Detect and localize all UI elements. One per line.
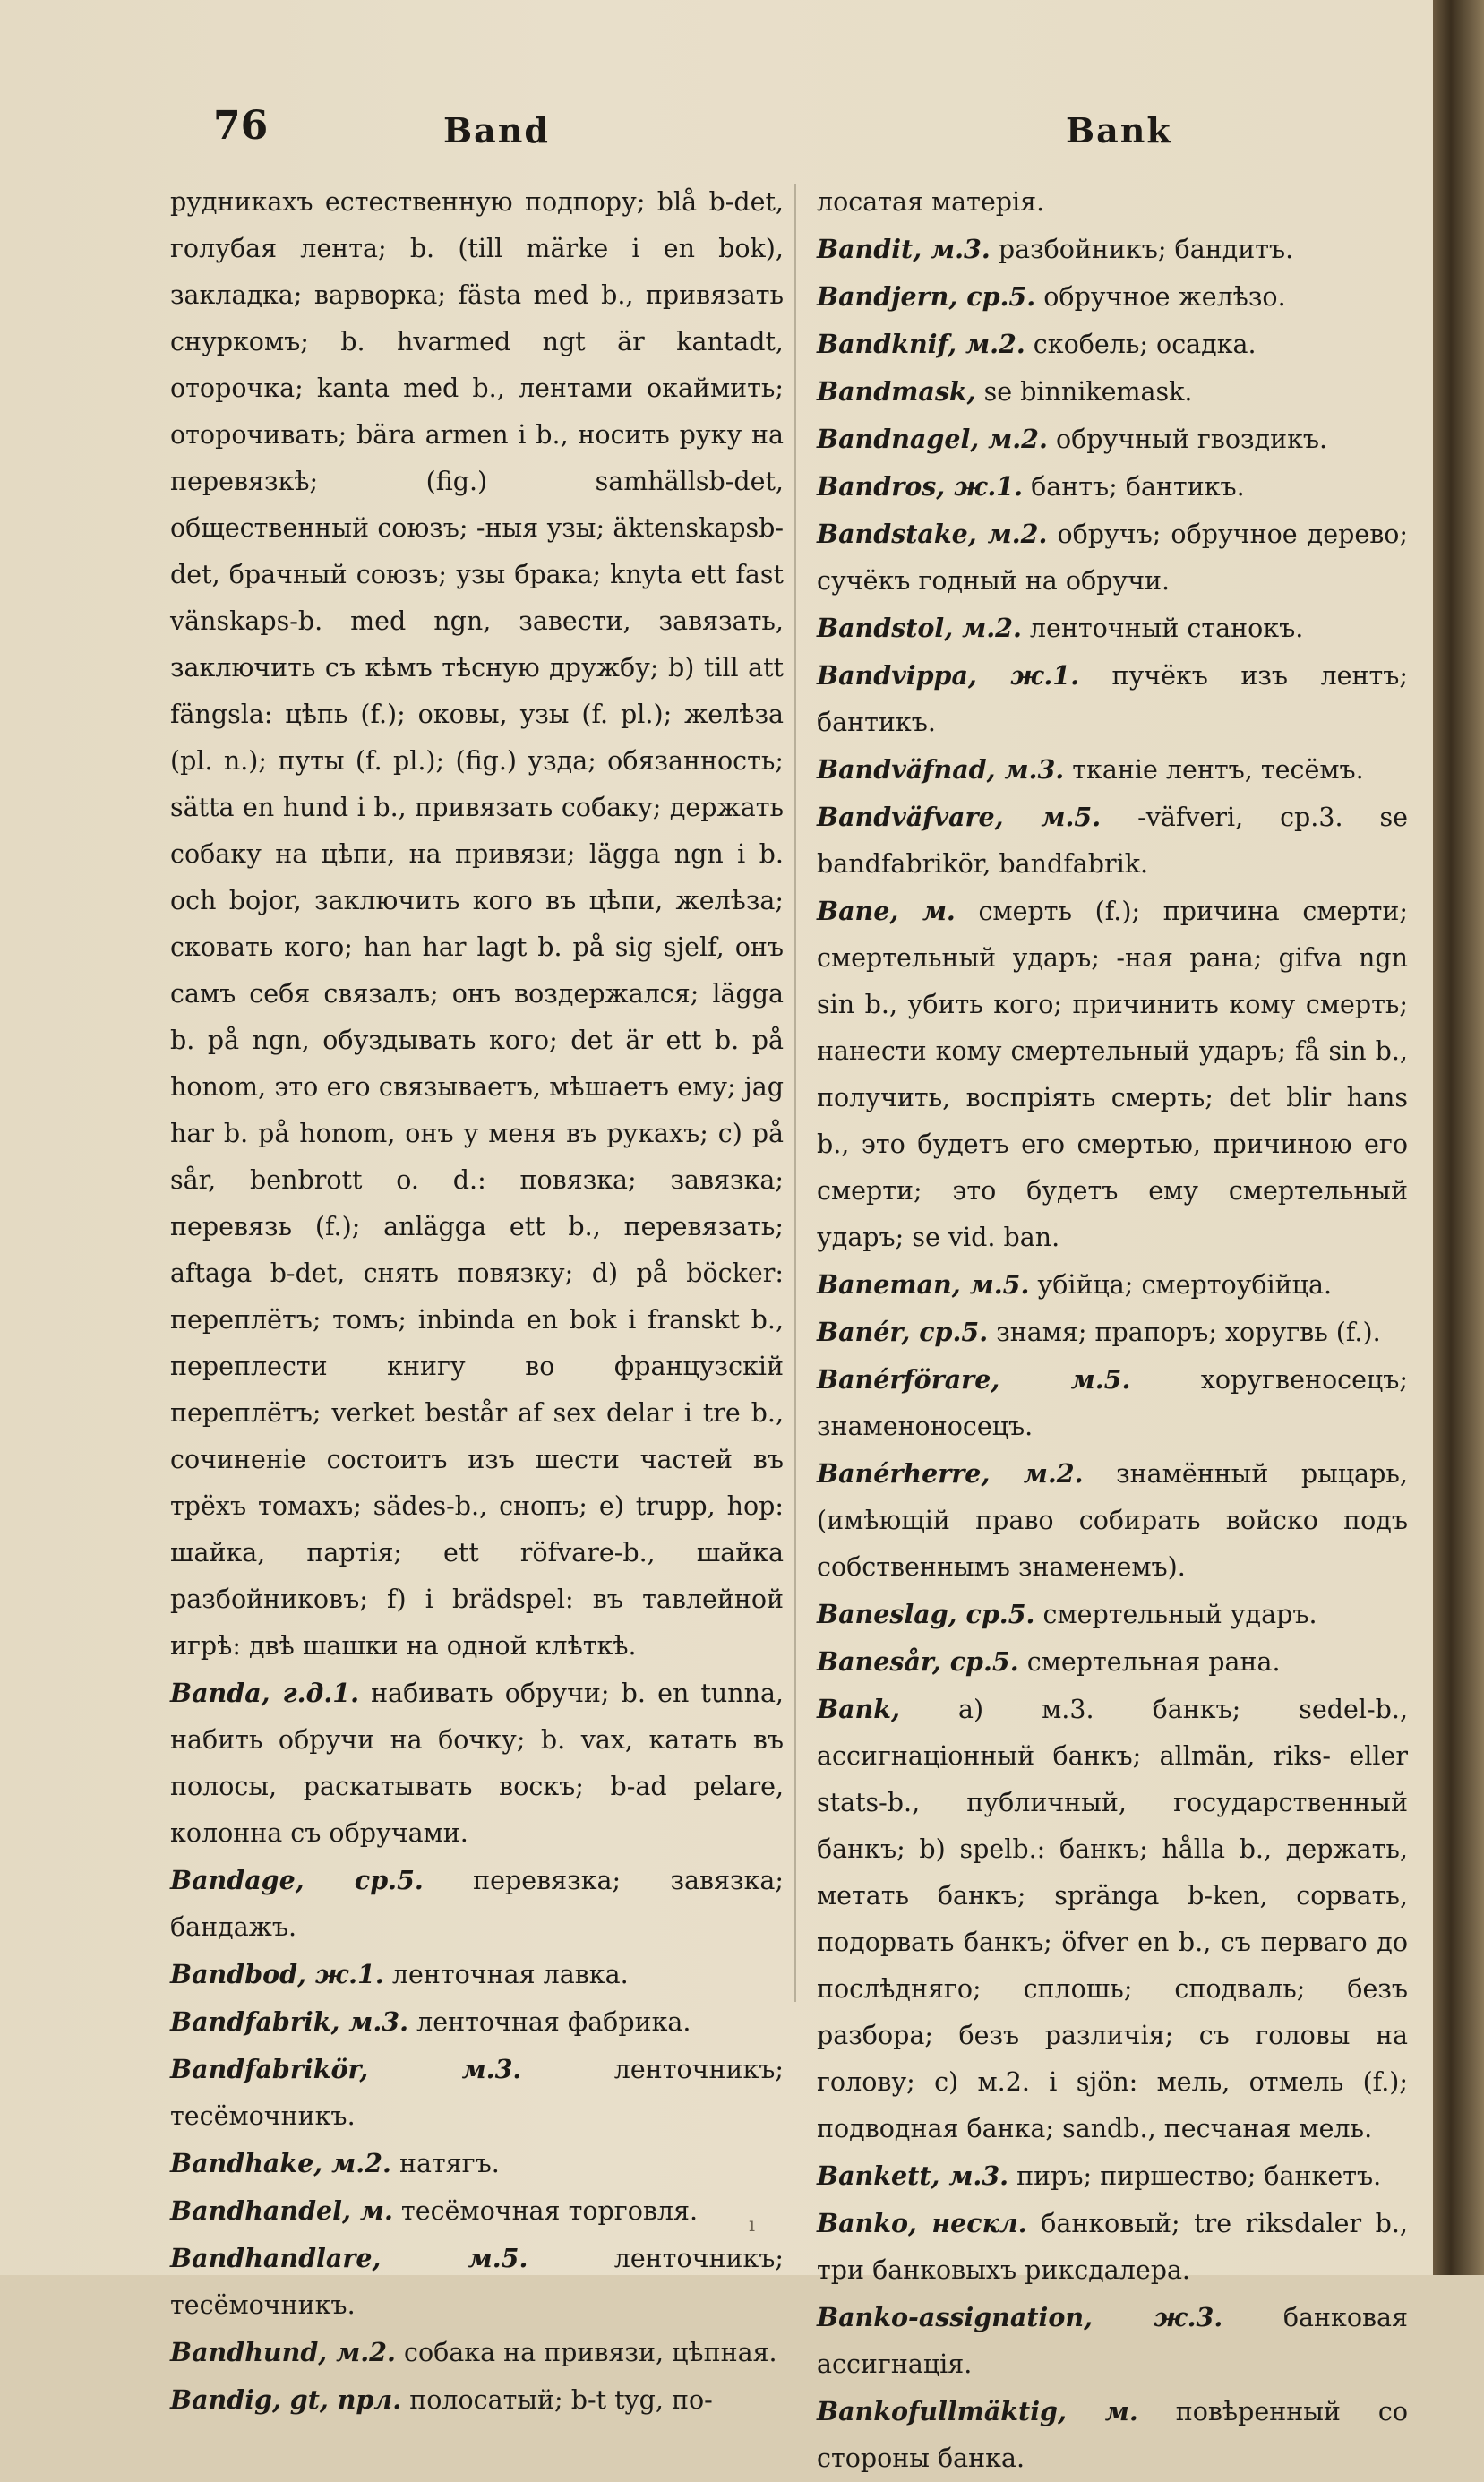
headword: Bandjern, ср.5. [817, 281, 1036, 312]
headword: Bandhandel, м. [170, 2195, 393, 2226]
dictionary-entry: Bandhandel, м. тесёмочная торговля. [170, 2195, 699, 2226]
dictionary-entry: рудникахъ естественную подпору; blå b-det, голубая лента; b. (till märke i en bok), закладка; варворка; fästa med b., привязать снуркомъ; b. hvarmed ngt är kantadt, оторочка; kanta med b., лентами окаймить; оторочивать; bära armen i b., носить руку на перевязкѣ; (fig.) samhällsb-det, общественный союзъ; -ныя узы; äktenskapsb-det, брачный союзъ; узы брака; knyta ett fast vänskaps-b. med ngn, завести, завязать, заключить съ кѣмъ тѣсную дружбу; b) till att fängsla: цѣпь (f.); оковы, узы (f. pl.); желѣза (pl. n.); путы (f. pl.); (fig.) узда; обязанность; sätta en hund i b., привязать собаку; держать собаку на цѣпи, на привязи; lägga ngn i b. och bojor, заключить кого въ цѣпи, желѣза; сковать кого; han har lagt b. på sig sjelf, онъ самъ себя связалъ; онъ воздержался; lägga b. på ngn, обуздывать кого; det är ett b. på honom, это его связываетъ, мѣшаетъ ему; jag har b. på honom, онъ у меня въ рукахъ; c) på sår, benbrott o. d.: повязка; завязка; перевязь (f.); anlägga ett b., перевязать; aftaga b-det, снять повязку; d) på böcker: переплётъ; томъ; inbinda en bok i franskt b., переплести книгу во французскій переплётъ; verket består af sex delar i tre b., сочиненіе состоитъ изъ шести частей въ трёхъ томахъ; sädes-b., снопъ; e) trupp, hop: шайка, партія; ett röfvare-b., шайка разбойниковъ; f) i brädspel: въ тавлейной игрѣ: двѣ шашки на одной клѣткѣ. [170, 187, 784, 1661]
dictionary-entry: Baneslag, ср.5. смертельный ударъ. [817, 1599, 1317, 1629]
dictionary-entry: Bandnagel, м.2. обручный гвоздикъ. [817, 424, 1328, 454]
headword: Bandnagel, м.2. [817, 424, 1048, 454]
headword: Bandage, ср.5. [170, 1865, 424, 1895]
headword: Bandig, gt, прл. [170, 2384, 402, 2415]
headword: Bandmask, [817, 376, 976, 407]
dictionary-entry: Baneman, м.5. убійца; смертоубійца. [817, 1269, 1333, 1300]
dictionary-entry: Banda, г.д.1. набивать обручи; b. en tunna, набить обручи на бочку; b. vax, катать въ полосы, раскатывать воскъ; b-ad pelare, колонна съ обручами. [170, 1678, 784, 1848]
headword: Baneslag, ср.5. [817, 1599, 1035, 1629]
dictionary-entry: Bandknif, м.2. скобель; осадка. [817, 329, 1257, 359]
dictionary-entry: Bankett, м.3. пиръ; пиршество; банкетъ. [817, 2160, 1382, 2191]
page-header [0, 103, 1433, 157]
headword: Bank, [817, 1694, 900, 1724]
headword: Bandväfvare, м.5. [817, 802, 1102, 832]
dictionary-entry: Bandage, ср.5. перевязка; завязка; бандажъ. [170, 1865, 784, 1942]
headword: Bandhund, м.2. [170, 2337, 396, 2367]
headword: Bandstake, м.2. [817, 519, 1048, 549]
dictionary-entry: Bandfabrikör, м.3. ленточникъ; тесёмочникъ. [170, 2054, 784, 2131]
page-edge [1433, 0, 1484, 2275]
dictionary-entry: Bandfabrik, м.3. ленточная фабрика. [170, 2006, 691, 2037]
headword: Baneman, м.5. [817, 1269, 1030, 1300]
dictionary-entry: Banko-assignation, ж.3. банковая ассигнація. [817, 2302, 1408, 2379]
headword: Banko-assignation, ж.3. [817, 2302, 1223, 2332]
dictionary-entry: Banérherre, м.2. знамённый рыцарь, (имѣющій право собирать войско подъ собственнымъ знаменемъ). [817, 1458, 1408, 1582]
page-number: 76 [213, 103, 269, 149]
dictionary-entry: Bane, м. смерть (f.); причина смерти; смертельный ударъ; -ная рана; gifva ngn sin b., убить кого; причинить кому смерть; нанести кому смертельный ударъ; få sin b., получить, воспріять смерть; det blir hans b., это будетъ его смертью, причиною его смерти; это будетъ ему смертельный ударъ; se vid. ban. [817, 896, 1408, 1252]
headword: Bankofullmäktig, м. [817, 2396, 1138, 2426]
headword: Bandbod, ж.1. [170, 1959, 384, 1989]
headword: Bandväfnad, м.3. [817, 754, 1065, 785]
dictionary-entry: Bandjern, ср.5. обручное желѣзо. [817, 281, 1286, 312]
dictionary-entry: Bandstol, м.2. ленточный станокъ. [817, 613, 1304, 643]
dictionary-entry: Bandros, ж.1. бантъ; бантикъ. [817, 471, 1245, 502]
dictionary-entry: Bandvippa, ж.1. пучёкъ изъ лентъ; бантикъ. [817, 660, 1408, 737]
dictionary-entry: Bandmask, se binnikemask. [817, 376, 1193, 407]
dictionary-entry: Bank, a) м.3. банкъ; sedel-b., ассигнаціонный банкъ; allmän, riks- eller stats-b., публичный, государственный банкъ; b) spelb.: банкъ; hålla b., держать, метать банкъ; spränga b-ken, сорвать, подорвать банкъ; öfver en b., съ перваго до послѣдняго; сплошь; сподваль; безъ разбора; безъ различія; съ головы на голову; c) м.2. i sjön: мель, отмель (f.); подводная банка; sandb., песчаная мель. [817, 1694, 1408, 2143]
headword: Bandfabrik, м.3. [170, 2006, 409, 2037]
headword: Bandhandlare, м.5. [170, 2243, 528, 2273]
headword: Banko, нескл. [817, 2208, 1027, 2238]
guide-word-left: Band [443, 110, 550, 150]
headword: Bandknif, м.2. [817, 329, 1025, 359]
right-column [817, 179, 1408, 2482]
column-divider [794, 184, 796, 2002]
headword: Bandfabrikör, м.3. [170, 2054, 522, 2084]
dictionary-entry: лосатая матерія. [817, 187, 1045, 217]
dictionary-entry: Bandstake, м.2. обручъ; обручное дерево; сучёкъ годный на обручи. [817, 519, 1409, 596]
headword: Bandros, ж.1. [817, 471, 1024, 502]
dictionary-entry: Bandbod, ж.1. ленточная лавка. [170, 1959, 629, 1989]
dictionary-entry: Bandväfvare, м.5. -väfveri, ср.3. se bandfabrikör, bandfabrik. [817, 802, 1408, 879]
headword: Banda, г.д.1. [170, 1678, 360, 1708]
dictionary-entry: Banesår, ср.5. смертельная рана. [817, 1646, 1281, 1677]
headword: Banesår, ср.5. [817, 1646, 1019, 1677]
dictionary-entry: Banérförare, м.5. хоругвеносецъ; знаменоносецъ. [817, 1364, 1408, 1441]
headword: Bandstol, м.2. [817, 613, 1022, 643]
dictionary-entry: Bandit, м.3. разбойникъ; бандитъ. [817, 234, 1294, 264]
headword: Banérförare, м.5. [817, 1364, 1131, 1395]
dictionary-entry: Bankofullmäktig, м. повѣренный со стороны банка. [817, 2396, 1408, 2473]
left-column [170, 179, 784, 2424]
dictionary-entry: Bandhake, м.2. натягъ. [170, 2148, 500, 2178]
dictionary-entry: Banér, ср.5. знамя; прапоръ; хоругвь (f.). [817, 1317, 1381, 1347]
footer-mark: ı [749, 2214, 756, 2237]
headword: Bane, м. [817, 896, 956, 926]
guide-word-right: Bank [1066, 110, 1172, 150]
headword: Bandit, м.3. [817, 234, 991, 264]
headword: Banér, ср.5. [817, 1317, 989, 1347]
dictionary-entry: Bandväfnad, м.3. тканіе лентъ, тесёмъ. [817, 754, 1364, 785]
headword: Bandvippa, ж.1. [817, 660, 1080, 691]
headword: Bankett, м.3. [817, 2160, 1009, 2191]
dictionary-entry: Bandhandlare, м.5. ленточникъ; тесёмочникъ. [170, 2243, 784, 2320]
dictionary-entry: Bandhund, м.2. собака на привязи, цѣпная. [170, 2337, 777, 2367]
dictionary-entry: Bandig, gt, прл. полосатый; b-t tyg, по- [170, 2384, 713, 2415]
headword: Bandhake, м.2. [170, 2148, 391, 2178]
headword: Banérherre, м.2. [817, 1458, 1084, 1489]
dictionary-entry: Banko, нескл. банковый; tre riksdaler b., три банковыхъ риксдалера. [817, 2208, 1408, 2285]
